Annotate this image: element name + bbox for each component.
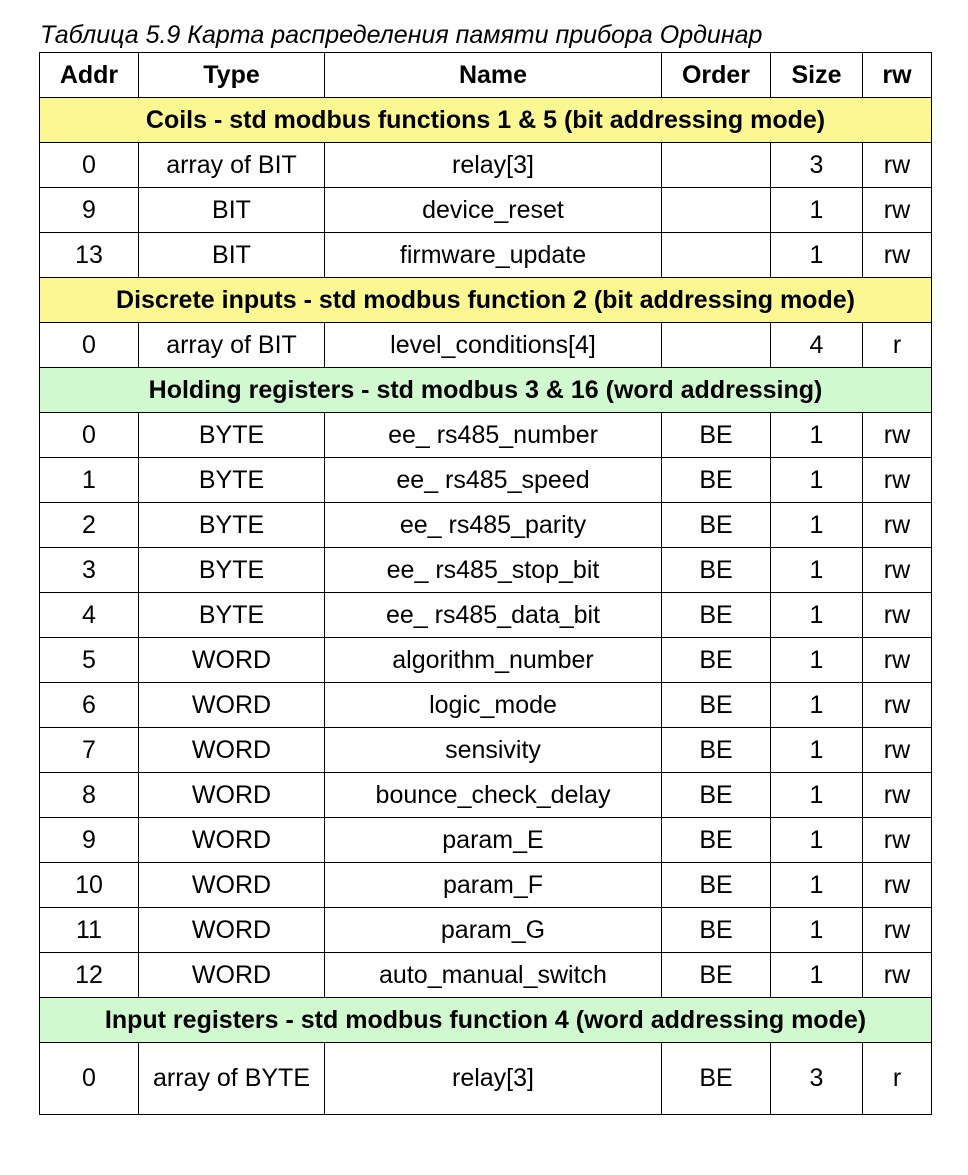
cell-type: array of BYTE xyxy=(139,1043,325,1115)
cell-addr: 9 xyxy=(40,188,139,233)
section-header-row xyxy=(40,368,932,413)
cell-type: WORD xyxy=(139,818,325,863)
column-header-addr: Addr xyxy=(40,53,139,98)
cell-order: BE xyxy=(662,638,771,683)
table-row xyxy=(40,323,932,368)
table-row xyxy=(40,458,932,503)
cell-name: firmware_update xyxy=(325,233,662,278)
cell-type: WORD xyxy=(139,773,325,818)
cell-order: BE xyxy=(662,683,771,728)
cell-name: param_E xyxy=(325,818,662,863)
cell-name: ee_ rs485_stop_bit xyxy=(325,548,662,593)
cell-type: array of BIT xyxy=(139,323,325,368)
cell-size: 1 xyxy=(771,548,863,593)
table-row xyxy=(40,908,932,953)
cell-type: array of BIT xyxy=(139,143,325,188)
cell-rw: rw xyxy=(863,458,932,503)
table-row xyxy=(40,638,932,683)
cell-order: BE xyxy=(662,863,771,908)
cell-size: 1 xyxy=(771,683,863,728)
cell-type: BIT xyxy=(139,233,325,278)
cell-order: BE xyxy=(662,1043,771,1115)
cell-rw: rw xyxy=(863,683,932,728)
cell-rw: rw xyxy=(863,143,932,188)
cell-order xyxy=(662,188,771,233)
cell-order xyxy=(662,143,771,188)
cell-name: ee_ rs485_data_bit xyxy=(325,593,662,638)
cell-size: 1 xyxy=(771,233,863,278)
cell-rw: rw xyxy=(863,593,932,638)
cell-rw: rw xyxy=(863,908,932,953)
cell-size: 1 xyxy=(771,458,863,503)
cell-size: 3 xyxy=(771,143,863,188)
column-header-type: Type xyxy=(139,53,325,98)
cell-name: param_F xyxy=(325,863,662,908)
cell-rw: rw xyxy=(863,638,932,683)
cell-rw: rw xyxy=(863,818,932,863)
cell-size: 3 xyxy=(771,1043,863,1115)
cell-name: auto_manual_switch xyxy=(325,953,662,998)
cell-order: BE xyxy=(662,818,771,863)
cell-rw: rw xyxy=(863,548,932,593)
cell-name: ee_ rs485_speed xyxy=(325,458,662,503)
section-header-row xyxy=(40,278,932,323)
cell-size: 1 xyxy=(771,863,863,908)
cell-name: algorithm_number xyxy=(325,638,662,683)
cell-type: WORD xyxy=(139,863,325,908)
cell-type: BIT xyxy=(139,188,325,233)
cell-order: BE xyxy=(662,953,771,998)
cell-name: ee_ rs485_parity xyxy=(325,503,662,548)
cell-size: 1 xyxy=(771,908,863,953)
section-title: Discrete inputs - std modbus function 2 (bit addressing mode) xyxy=(40,278,932,323)
cell-name: relay[3] xyxy=(325,143,662,188)
cell-order: BE xyxy=(662,503,771,548)
cell-type: BYTE xyxy=(139,413,325,458)
cell-rw: rw xyxy=(863,953,932,998)
cell-addr: 12 xyxy=(40,953,139,998)
cell-type: BYTE xyxy=(139,503,325,548)
cell-order: BE xyxy=(662,548,771,593)
cell-addr: 3 xyxy=(40,548,139,593)
cell-name: logic_mode xyxy=(325,683,662,728)
table-body xyxy=(40,98,932,1115)
cell-type: BYTE xyxy=(139,548,325,593)
cell-size: 1 xyxy=(771,503,863,548)
cell-size: 1 xyxy=(771,638,863,683)
cell-rw: rw xyxy=(863,728,932,773)
cell-size: 1 xyxy=(771,953,863,998)
cell-rw: r xyxy=(863,323,932,368)
section-header-row xyxy=(40,998,932,1043)
cell-order: BE xyxy=(662,593,771,638)
cell-type: WORD xyxy=(139,953,325,998)
cell-type: WORD xyxy=(139,728,325,773)
cell-type: WORD xyxy=(139,638,325,683)
cell-addr: 6 xyxy=(40,683,139,728)
cell-name: level_conditions[4] xyxy=(325,323,662,368)
cell-size: 4 xyxy=(771,323,863,368)
table-row xyxy=(40,863,932,908)
cell-name: param_G xyxy=(325,908,662,953)
memory-map-table xyxy=(39,52,932,1115)
cell-size: 1 xyxy=(771,593,863,638)
column-header-name: Name xyxy=(325,53,662,98)
cell-addr: 7 xyxy=(40,728,139,773)
column-header-rw: rw xyxy=(863,53,932,98)
table-row xyxy=(40,503,932,548)
cell-order: BE xyxy=(662,458,771,503)
section-title: Holding registers - std modbus 3 & 16 (word addressing) xyxy=(40,368,932,413)
table-row xyxy=(40,773,932,818)
cell-name: bounce_check_delay xyxy=(325,773,662,818)
table-row xyxy=(40,818,932,863)
cell-size: 1 xyxy=(771,413,863,458)
section-title: Coils - std modbus functions 1 & 5 (bit addressing mode) xyxy=(40,98,932,143)
cell-addr: 10 xyxy=(40,863,139,908)
cell-addr: 1 xyxy=(40,458,139,503)
table-row xyxy=(40,593,932,638)
section-header-row xyxy=(40,98,932,143)
section-title: Input registers - std modbus function 4 (word addressing mode) xyxy=(40,998,932,1043)
table-caption: Таблица 5.9 Карта распределения памяти прибора Ординар xyxy=(40,21,763,49)
table-row xyxy=(40,548,932,593)
cell-name: relay[3] xyxy=(325,1043,662,1115)
cell-order: BE xyxy=(662,728,771,773)
table-row xyxy=(40,143,932,188)
table-row xyxy=(40,233,932,278)
cell-rw: rw xyxy=(863,773,932,818)
cell-order: BE xyxy=(662,773,771,818)
cell-order: BE xyxy=(662,413,771,458)
table-row xyxy=(40,413,932,458)
cell-name: sensivity xyxy=(325,728,662,773)
cell-addr: 0 xyxy=(40,323,139,368)
cell-addr: 13 xyxy=(40,233,139,278)
cell-type: BYTE xyxy=(139,458,325,503)
cell-size: 1 xyxy=(771,773,863,818)
header-row xyxy=(40,53,932,98)
table-row xyxy=(40,728,932,773)
cell-order xyxy=(662,323,771,368)
cell-rw: rw xyxy=(863,413,932,458)
cell-rw: rw xyxy=(863,503,932,548)
cell-addr: 9 xyxy=(40,818,139,863)
cell-rw: rw xyxy=(863,188,932,233)
table-row xyxy=(40,683,932,728)
cell-size: 1 xyxy=(771,188,863,233)
cell-size: 1 xyxy=(771,728,863,773)
cell-addr: 2 xyxy=(40,503,139,548)
column-header-size: Size xyxy=(771,53,863,98)
cell-addr: 4 xyxy=(40,593,139,638)
cell-addr: 8 xyxy=(40,773,139,818)
table-row xyxy=(40,1043,932,1115)
cell-addr: 11 xyxy=(40,908,139,953)
cell-type: WORD xyxy=(139,683,325,728)
column-header-order: Order xyxy=(662,53,771,98)
cell-rw: r xyxy=(863,1043,932,1115)
table-row xyxy=(40,953,932,998)
cell-addr: 5 xyxy=(40,638,139,683)
cell-name: ee_ rs485_number xyxy=(325,413,662,458)
cell-type: BYTE xyxy=(139,593,325,638)
cell-addr: 0 xyxy=(40,1043,139,1115)
cell-name: device_reset xyxy=(325,188,662,233)
cell-type: WORD xyxy=(139,908,325,953)
cell-addr: 0 xyxy=(40,143,139,188)
table-row xyxy=(40,188,932,233)
cell-order xyxy=(662,233,771,278)
cell-rw: rw xyxy=(863,233,932,278)
cell-addr: 0 xyxy=(40,413,139,458)
cell-order: BE xyxy=(662,908,771,953)
cell-rw: rw xyxy=(863,863,932,908)
cell-size: 1 xyxy=(771,818,863,863)
